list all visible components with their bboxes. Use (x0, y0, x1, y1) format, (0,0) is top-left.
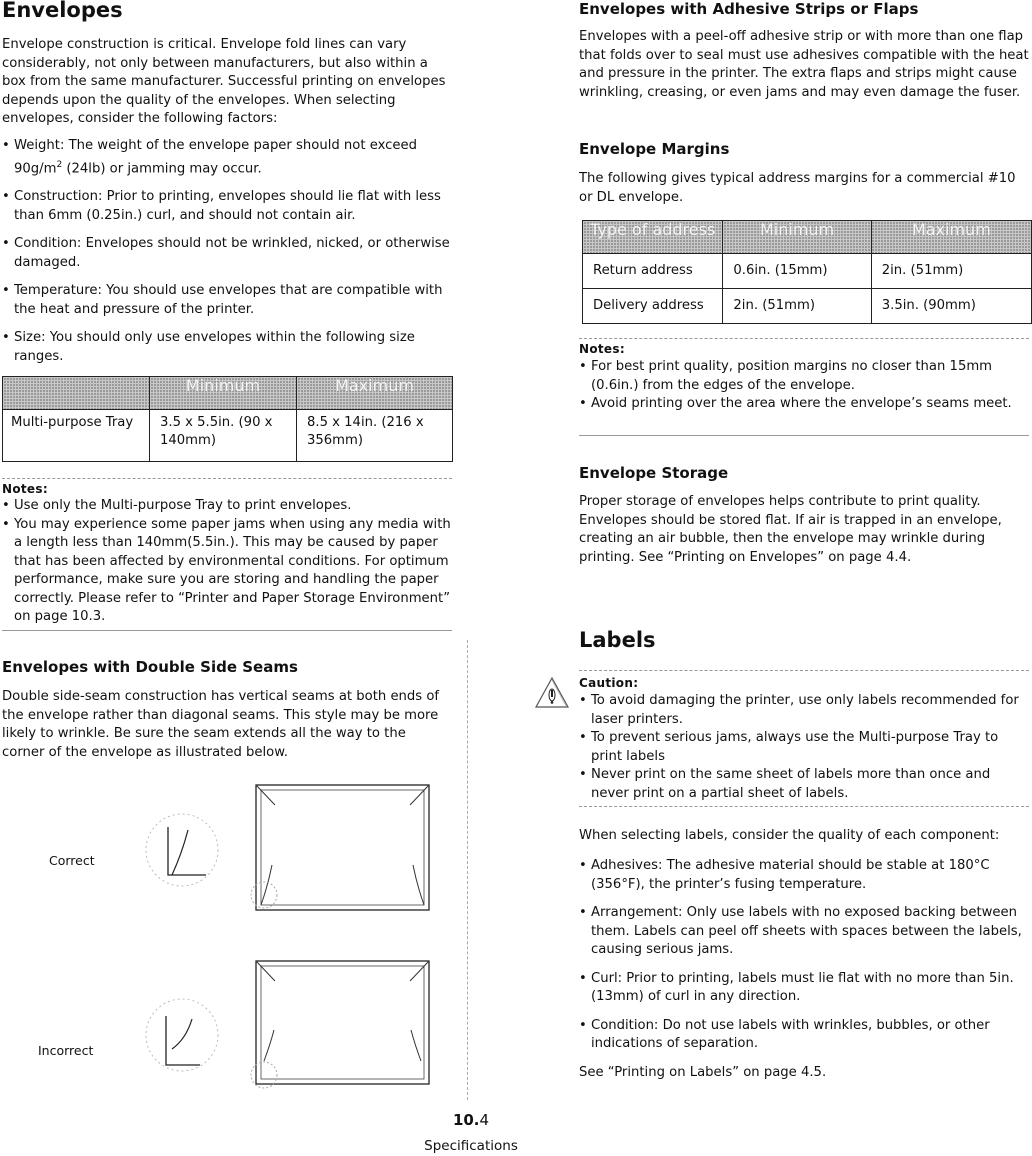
envelope-outline (256, 785, 429, 910)
divider (579, 435, 1029, 436)
caution-list (579, 692, 1029, 803)
table-header: Type of address (583, 221, 723, 254)
table-header: Minimum (723, 221, 871, 254)
envelopes-heading: Envelopes (2, 0, 123, 22)
list-item: • Construction: Prior to printing, envelopes should lie flat with less than 6mm (0.25in.) curl, and should not contain air. (2, 188, 452, 225)
table-row: Return address 0.6in. (15mm) 2in. (51mm) (583, 254, 1032, 289)
labels-heading: Labels (579, 628, 656, 652)
storage-body: Proper storage of envelopes helps contribute to print quality. Envelopes should be stored flat. If air is trapped in an envelope, creating an air bubble, then the envelope may wrinkle during printing. See “Printing on Envelopes” on page 4.4. (579, 494, 1002, 565)
label-factor-list (579, 857, 1029, 1064)
notes-label: Notes: (2, 482, 48, 496)
list-item: • Temperature: You should use envelopes that are compatible with the heat and pressure of the printer. (2, 282, 452, 319)
table-header (3, 377, 150, 410)
correct-label: Correct (49, 853, 95, 868)
margins-heading: Envelope Margins (579, 140, 730, 158)
envelopes-intro: Envelope construction is critical. Envelope fold lines can vary considerably, not only between manufacturers, but also within a box from the same manufacturer. Successful printing on envelopes depends upon the quality of the envelopes. When selecting envelopes, consider the following factors: (2, 37, 446, 126)
list-item: • To prevent serious jams, always use the Multi-purpose Tray to print labels (579, 729, 1029, 766)
divider (2, 478, 452, 479)
divider (579, 670, 1029, 671)
table-header: Maximum (297, 377, 453, 410)
notes-label: Notes: (579, 342, 625, 356)
section-name: Specifications (424, 1138, 518, 1154)
list-item: • Size: You should only use envelopes within the following size ranges. (2, 329, 452, 366)
adhesive-heading: Envelopes with Adhesive Strips or Flaps (579, 0, 919, 18)
list-item: • Weight: The weight of the envelope paper should not exceed $90g/m^2$ (24lb) or jamming may occur. (2, 137, 452, 178)
double-seams-body: Double side-seam construction has vertical seams at both ends of the envelope rather than diagonal seams. This style may be more likely to wrinkle. Be sure the seam extends all the way to the corner of the envelope as illustrated below. (2, 689, 440, 760)
envelope-size-table (2, 376, 453, 462)
list-item: • Use only the Multi-purpose Tray to print envelopes. (2, 497, 452, 516)
page-number: 10.4 (452, 1111, 490, 1129)
list-item: • You may experience some paper jams when using any media with a length less than 140mm(5.5in.). This may be caused by paper that has been affected by environmental conditions. For optimum performance, make sure you are storing and handling the paper correctly. Please refer to “Printer and Paper Storage Environment” on page 10.3. (2, 516, 452, 627)
margins-body: The following gives typical address margins for a commercial #10 or DL envelope. (579, 171, 1016, 205)
caution-label: Caution: (579, 676, 639, 690)
list-item: • Curl: Prior to printing, labels must lie flat with no more than 5in. (13mm) of curl in any direction. (579, 970, 1029, 1007)
divider (579, 338, 1029, 339)
column-guide (467, 640, 468, 1100)
table-row: Multi-purpose Tray 3.5 x 5.5in. (90 x 140mm) 8.5 x 14in. (216 x 356mm) (3, 410, 453, 462)
labels-see-also: See “Printing on Labels” on page 4.5. (579, 1065, 827, 1080)
labels-intro: When selecting labels, consider the quality of each component: (579, 828, 1000, 843)
caution-icon (533, 675, 571, 711)
list-item: • To avoid damaging the printer, use only labels recommended for laser printers. (579, 692, 1029, 729)
storage-heading: Envelope Storage (579, 464, 729, 482)
list-item: • Avoid printing over the area where the envelope’s seams meet. (579, 395, 1029, 414)
notes-list (579, 358, 1029, 414)
table-header: Maximum (871, 221, 1031, 254)
envelope-margins-table (582, 220, 1032, 324)
adhesive-body: Envelopes with a peel-off adhesive strip or with more than one flap that folds over to seal must use adhesives compatible with the heat and pressure in the printer. The extra flaps and strips might cause wrinkling, creasing, or even jams and may even damage the fuser. (579, 29, 1029, 100)
divider (2, 630, 452, 631)
table-header: Minimum (150, 377, 297, 410)
seam-curve (172, 830, 188, 875)
notes-list (2, 497, 452, 627)
list-item: • Arrangement: Only use labels with no exposed backing between them. Labels can peel off sheets with spaces between the labels, causing serious jams. (579, 904, 1029, 960)
list-item: • Never print on the same sheet of labels more than once and never print on a partial sheet of labels. (579, 766, 1029, 803)
double-seams-heading: Envelopes with Double Side Seams (2, 658, 298, 676)
list-item: • Condition: Do not use labels with wrinkles, bubbles, or other indications of separation. (579, 1017, 1029, 1054)
incorrect-label: Incorrect (38, 1043, 94, 1058)
list-item: • Adhesives: The adhesive material should be stable at 180°C (356°F), the printer’s fusing temperature. (579, 857, 1029, 894)
table-row: Delivery address 2in. (51mm) 3.5in. (90mm) (583, 289, 1032, 324)
list-item: • For best print quality, position margins no closer than 15mm (0.6in.) from the edges of the envelope. (579, 358, 1029, 395)
divider (579, 806, 1029, 807)
envelope-factor-list (2, 137, 452, 376)
list-item: • Condition: Envelopes should not be wrinkled, nicked, or otherwise damaged. (2, 235, 452, 272)
